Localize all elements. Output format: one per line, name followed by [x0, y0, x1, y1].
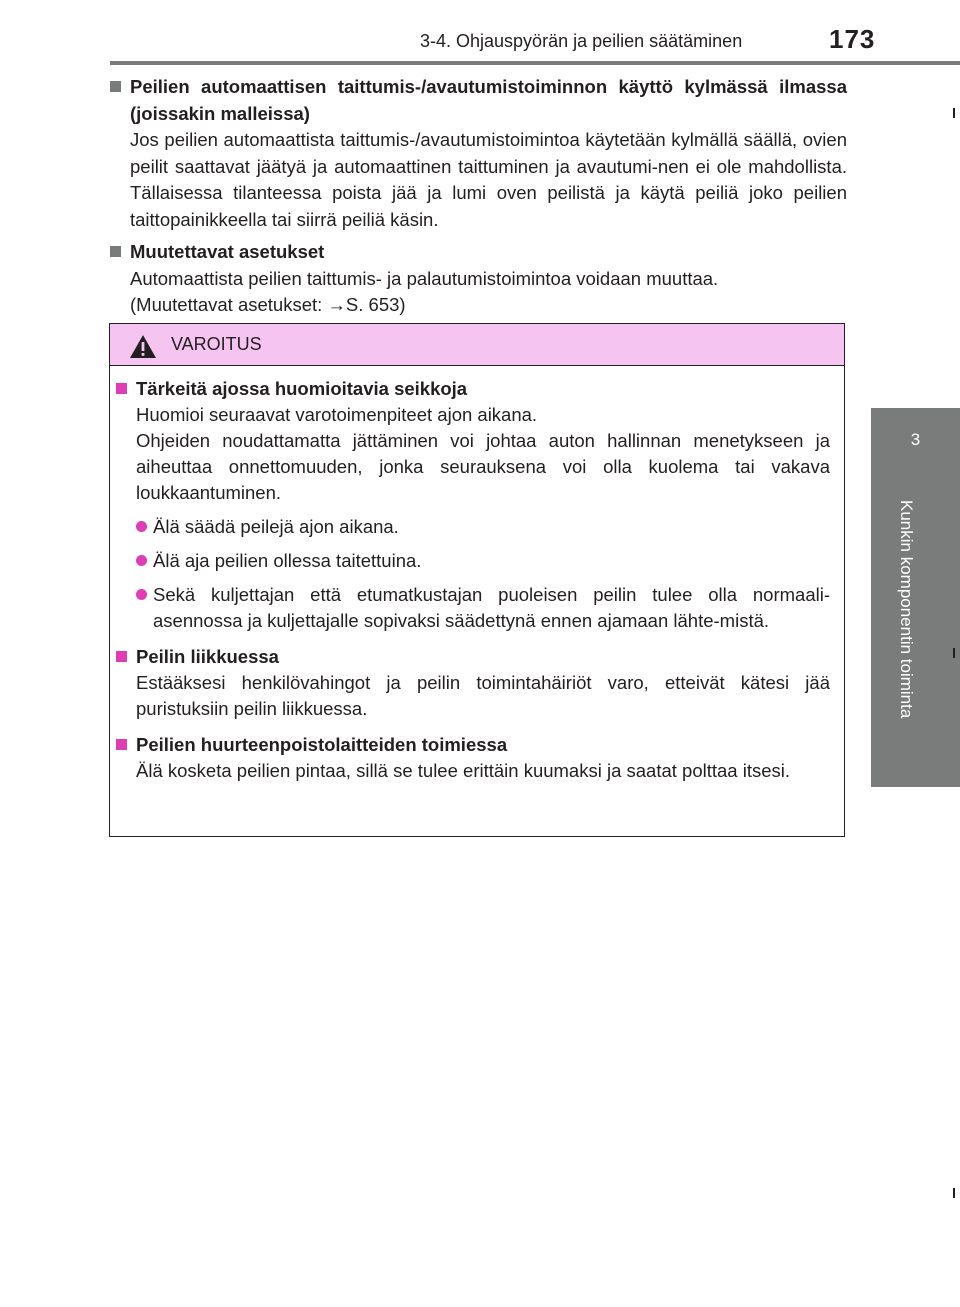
warning-intro: Huomioi seuraavat varotoimenpiteet ajon aikana. [136, 404, 538, 425]
warning-section-title: Peilin liikkuessa [136, 646, 279, 667]
warning-section-defoggers [116, 732, 830, 784]
header-rule [110, 61, 960, 65]
warning-section-body: Estääksesi henkilövahingot ja peilin toimintahäiriöt varo, etteivät kätesi jää puristuksiin peilin liikkuessa. [136, 672, 830, 719]
warning-section-title: Peilien huurteenpoistolaitteiden toimiessa [136, 734, 508, 755]
section-title: Peilien automaattisen taittumis-/avautumistoiminnon käyttö kylmässä ilmassa (joissakin malleissa) [130, 76, 847, 124]
square-bullet-icon [116, 651, 127, 662]
warning-header [110, 324, 844, 366]
square-bullet-icon [110, 81, 121, 92]
page-number: 173 [829, 24, 876, 54]
chapter-number: 3 [910, 430, 921, 449]
square-bullet-icon [116, 739, 127, 750]
list-item [136, 548, 830, 574]
section-title: Muutettavat asetukset [130, 241, 325, 262]
bullet-text: Älä säädä peilejä ajon aikana. [153, 516, 399, 537]
warning-section-body: Älä kosketa peilien pintaa, sillä se tulee erittäin kuumaksi ja saatat polttaa itsesi. [136, 760, 791, 781]
main-content [110, 74, 847, 325]
section-body-line: Automaattista peilien taittumis- ja palautumistoimintoa voidaan muuttaa. [130, 267, 719, 289]
round-bullet-icon [136, 589, 147, 600]
section-body-reference-link[interactable]: (Muutettavat asetukset: →S. 653) [130, 294, 406, 315]
round-bullet-icon [136, 555, 147, 566]
warning-body [116, 376, 830, 794]
warning-bullets [136, 514, 830, 634]
section-cold-weather [110, 74, 847, 233]
warning-section-heading [116, 376, 830, 402]
list-item [136, 514, 830, 540]
warning-box [109, 323, 845, 837]
section-body: Jos peilien automaattista taittumis-/avautumistoimintoa käytetään kylmällä säällä, ovien peilit saattavat jäätyä ja automaattinen taittuminen ja avautumi-nen ei ole mahdollista. Tällaisessa tilanteessa poista jää ja lumi oven peilistä ja käytä peiliä joko peilien taittopainikkeella tai siirrä peiliä käsin. [130, 129, 847, 230]
edge-mark [953, 1188, 955, 1198]
section-custom-settings [110, 239, 847, 319]
section-heading [110, 74, 847, 127]
chapter-label-container [896, 500, 926, 740]
warning-section-heading [116, 644, 830, 670]
warning-section-driving [116, 376, 830, 634]
chapter-label: Kunkin komponentin toiminta [897, 500, 916, 719]
warning-section-heading [116, 732, 830, 758]
warning-section-title: Tärkeitä ajossa huomioitavia seikkoja [136, 378, 468, 399]
edge-mark [953, 648, 955, 658]
warning-triangle-icon [129, 334, 157, 359]
round-bullet-icon [136, 521, 147, 532]
edge-mark [953, 108, 955, 118]
warning-section-mirror-moving [116, 644, 830, 722]
warning-intro: Ohjeiden noudattamatta jättäminen voi johtaa auton hallinnan menetykseen ja aiheuttaa onnettomuuden, jonka seurauksena voi olla kuolema tai vakava loukkaantuminen. [136, 430, 830, 503]
running-header-title: 3-4. Ohjauspyörän ja peilien säätäminen [420, 31, 743, 51]
bullet-text: Älä aja peilien ollessa taitettuina. [153, 550, 422, 571]
square-bullet-icon [110, 246, 121, 257]
section-heading [110, 239, 847, 266]
bullet-text: Sekä kuljettajan että etumatkustajan puoleisen peilin tulee olla normaali-asennossa ja kuljettajalle sopivaksi säädettynä ennen ajamaan lähte-mistä. [153, 584, 830, 631]
square-bullet-icon [116, 383, 127, 394]
warning-label: VAROITUS [171, 334, 262, 354]
list-item [136, 582, 830, 634]
